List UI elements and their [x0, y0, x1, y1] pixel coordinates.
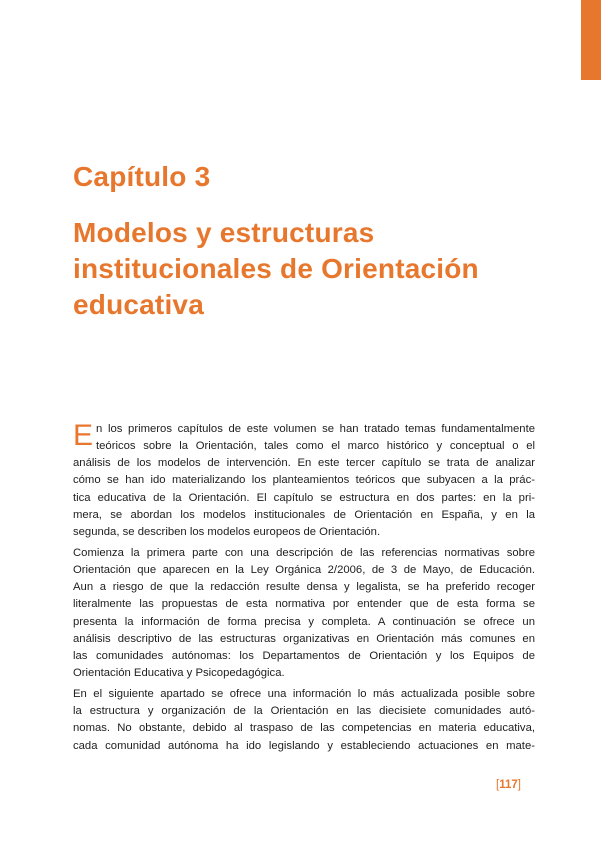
text-line: segunda, se describen los modelos europeos de Orientación.	[73, 525, 381, 538]
text-line: mera, se abordan los modelos institucionales de Orientación en España, y en la	[73, 508, 535, 521]
corner-tab	[581, 0, 601, 80]
page-number	[496, 779, 521, 791]
text-line: n los primeros capítulos de este volumen se han tratado temas fundamentalmente	[96, 423, 535, 435]
paragraph-2	[73, 545, 535, 682]
text-line: cómo se han ido materializando los planteamientos teóricos que subyacen a la prác-	[73, 474, 535, 487]
text-line: literalmente las propuestas de esta normativa por entender que de esta forma se	[73, 598, 535, 611]
title-line: institucionales de Orientación	[73, 253, 479, 284]
text-line: Comienza la primera parte con una descripción de las referencias normativas sobre	[73, 546, 535, 559]
title-line: Modelos y estructuras	[73, 217, 375, 248]
title-line: educativa	[73, 289, 204, 320]
chapter-label: Capítulo 3	[73, 161, 211, 192]
text-line: análisis descriptivo de las estructuras organizativas en Orientación más comunes en	[73, 632, 535, 645]
text-line: presenta la información de forma precisa y completa. A continuación se ofrece un	[73, 615, 535, 628]
text-line: Orientación que aparecen en la Ley Orgánica 2/2006, de 3 de Mayo, de Educación.	[73, 564, 535, 577]
text-line: nomas. No obstante, debido al traspaso de las competencias en materia educativa,	[73, 722, 535, 735]
page-number-close-bracket: ]	[517, 779, 521, 791]
text-line: cada comunidad autónoma ha ido legislando y estableciendo actuaciones en mate-	[73, 739, 535, 752]
chapter-title	[73, 215, 553, 323]
text-line: Aun a riesgo de que la redacción resulte densa y legalista, se ha preferido recoger	[73, 581, 535, 594]
text-line: teóricos sobre la Orientación, tales como el marco histórico y conceptual o el	[96, 440, 535, 453]
text-line: la estructura y organización de la Orientación en las diecisiete comunidades autó-	[73, 705, 535, 718]
paragraph-3	[73, 686, 535, 755]
text-line: las comunidades autónomas: los Departamentos de Orientación y los Equipos de	[73, 649, 535, 662]
text-line: tica educativa de la Orientación. El capítulo se estructura en dos partes: en la pri-	[73, 491, 535, 504]
text-line: Orientación Educativa y Psicopedagógica.	[73, 666, 285, 679]
body-text	[73, 421, 535, 755]
text-line: En el siguiente apartado se ofrece una información lo más actualizada posible sobre	[73, 688, 535, 701]
page-number-value: 117	[499, 779, 518, 791]
page-number-open-bracket: [	[496, 779, 500, 791]
paragraph-1	[73, 421, 535, 541]
text-line: análisis de los modelos de intervención. En este tercer capítulo se trata de analizar	[73, 457, 535, 470]
drop-cap: E	[73, 419, 94, 452]
